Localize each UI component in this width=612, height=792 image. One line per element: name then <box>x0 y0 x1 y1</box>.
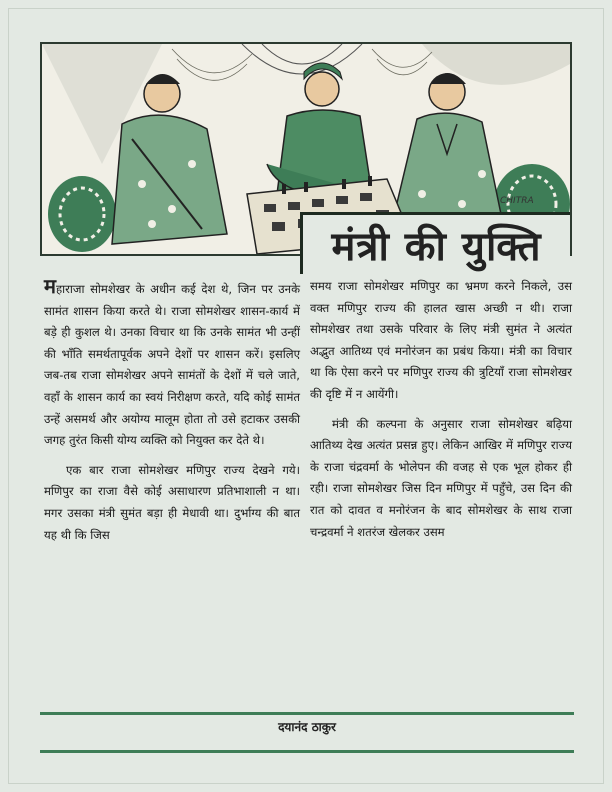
left-column <box>44 276 300 546</box>
story-title: मंत्री की युक्ति <box>331 224 542 270</box>
right-column <box>310 276 572 543</box>
paragraph-4: मंत्री की कल्पना के अनुसार राजा सोमशेखर बढ़िया आतिथ्य देख अत्यंत प्रसन्न हुए। लेकिन आखिर में मणिपुर राज्य के राजा चंद्रवर्मा के भोलेपन की वजह से एक भूल होकर ही रही। राजा सोमशेखर जिस दिन मणिपुर में पहुँचे, उस दिन की रात को दावत व मनोरंजन के बाद सोमशेखर के साथ राजा चन्द्रवर्मा ने शतरंज खेलकर उसम <box>310 416 572 539</box>
paragraph-3: समय राजा सोमशेखर मणिपुर का भ्रमण करने निकले, उस वक्त मणिपुर राज्य की हालत खास अच्छी न थी। राजा सोमशेखर तथा उसके परिवार के लिए मंत्री सुमंत ने अत्यंत अद्भुत आतिथ्य एवं मनोरंजन का प्रबंध किया। मंत्री का विचार था कि ऐसा करने पर मणिपुर राज्य की त्रुटियाँ राजा सोमशेखर की दृष्टि में न आयेंगी। <box>310 279 572 401</box>
drop-cap: म <box>44 274 56 298</box>
bottom-rule <box>40 750 574 753</box>
top-rule <box>40 712 574 715</box>
paragraph-2: एक बार राजा सोमशेखर मणिपुर राज्य देखने गये। मणिपुर का राजा वैसे कोई असाधारण प्रतिभाशाली न था। मगर उसका मंत्री सुमंत बड़ा ही मेधावी था। दुर्भाग्य की बात यह थी कि जिस <box>44 462 300 542</box>
title-panel <box>300 212 570 274</box>
artist-signature: CHITRA <box>500 196 534 206</box>
author-name: दयानंद ठाकुर <box>278 720 336 734</box>
paragraph-1 <box>44 276 300 452</box>
paragraph-1-text: हाराजा सोमशेखर के अधीन कई देश थे, जिन पर उनके सामंत शासन किया करते थे। राजा सोमशेखर शासन-कार्य में बड़े ही कुशल थे। उनका विचार था कि उनके सामंत भी उन्हीं की भाँति समर्थतापूर्वक अपने देशों पर शासन करें। इसलिए जब-तब राजा सोमशेखर अपने सामंतों के देशों में चले जाते, वहाँ के शासन कार्य का स्वयं निरीक्षण करते, यदि कोई सामंत उन्हें असमर्थ और अयोग्य मालूम होता तो उसे हटाकर उसकी जगह तुरंत किसी योग्य व्यक्ति को नियुक्त कर देते थे। <box>44 282 300 448</box>
